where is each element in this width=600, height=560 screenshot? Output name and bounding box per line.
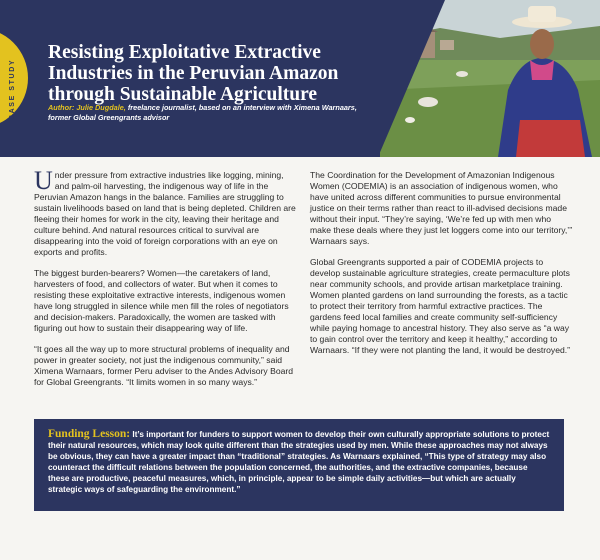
right-column [310, 170, 574, 366]
paragraph: The biggest burden-bearers? Women—the caretakers of land, harvesters of food, and collectors of water. But when it comes to resisting these exploitative extractive interests, indigenous women have long struggled in silence while men fill the roles of negotiators and decision-makers. Paradoxically, the women are tasked with figuring out how to sustain their disappearing way of life. [34, 268, 289, 333]
page-title: Resisting Exploitative Extractive Industries in the Peruvian Amazon through Sustainable Agriculture [48, 42, 339, 105]
paragraph-text: nder pressure from extractive industries like logging, mining, and palm-oil harvesting, the indigenous way of life in the Peruvian Amazon hangs in the balance. Families are struggling to sustain livelihoods based on land that is being depleted. Children are fleeing their homes for work in the city, leaving their heritage and culture behind. And natural resources critical to survival are disappearing into the void of foreign corporations with an eye on exports and profits. [34, 170, 296, 257]
funding-lesson-box [34, 419, 564, 511]
drop-cap: U [34, 166, 53, 195]
header-banner [0, 0, 600, 157]
paragraph: Global Greengrants supported a pair of CODEMIA projects to develop sustainable agriculture strategies, create permaculture plots near community schools, and provide artisan marketplace training. Women planted gardens on land surrounding the forests, as a tactic to protect their territory from harmful extractive practices. The gardens feed local families and create community self-sufficiency while paying homage to ancestral history. They also serve as “a way to gain control over the territory and keep it healthy,” according to Warnaars. “If they were not planting the land, it would be destroyed.” [310, 257, 571, 355]
case-study-label: CASE STUDY [9, 58, 16, 120]
paragraph: “It goes all the way up to more structural problems of inequality and power in greater society, not just the indigenous community,” said Ximena Warnaars, former Peru adviser to the Andes Advisory Board for Global Greengrants. “It limits women in so many ways.” [34, 344, 294, 387]
left-column [34, 166, 296, 398]
paragraph: The Coordination for the Development of Amazonian Indigenous Women (CODEMIA) is an association of indigenous women, who have united across different communities to pursue environmental justice on their terms rather than react to ill-advised decisions made without their input. “They’re saying, ‘We’re fed up with men who make these deals where they just let loggers come into our territory,’” Warnaars says. [310, 170, 573, 246]
author-line [48, 103, 378, 123]
paragraph [34, 166, 296, 258]
funding-lesson-title: Funding Lesson: [48, 428, 131, 440]
author-text: freelance journalist, based on an interview with Ximena Warnaars, former Global Greengrants advisor [48, 103, 357, 122]
funding-lesson-text: It’s important for funders to support women to develop their own culturally appropriate solutions to protect their natural resources, which may look quite different than the strategies used by men. While these approaches may not always be obvious, they can have a greater impact than “traditional” strategies. As Warnaars explained, “This type of strategy may also counteract the difficult relations between the population concerned, the authorities, and the extractive companies, because these are productive, peaceful measures, which, in principle, appear to be simple daily activities—but which are actually strategic ways of safeguarding the environment.” [48, 430, 550, 494]
author-label: Author: Julie Dugdale, [48, 103, 126, 112]
